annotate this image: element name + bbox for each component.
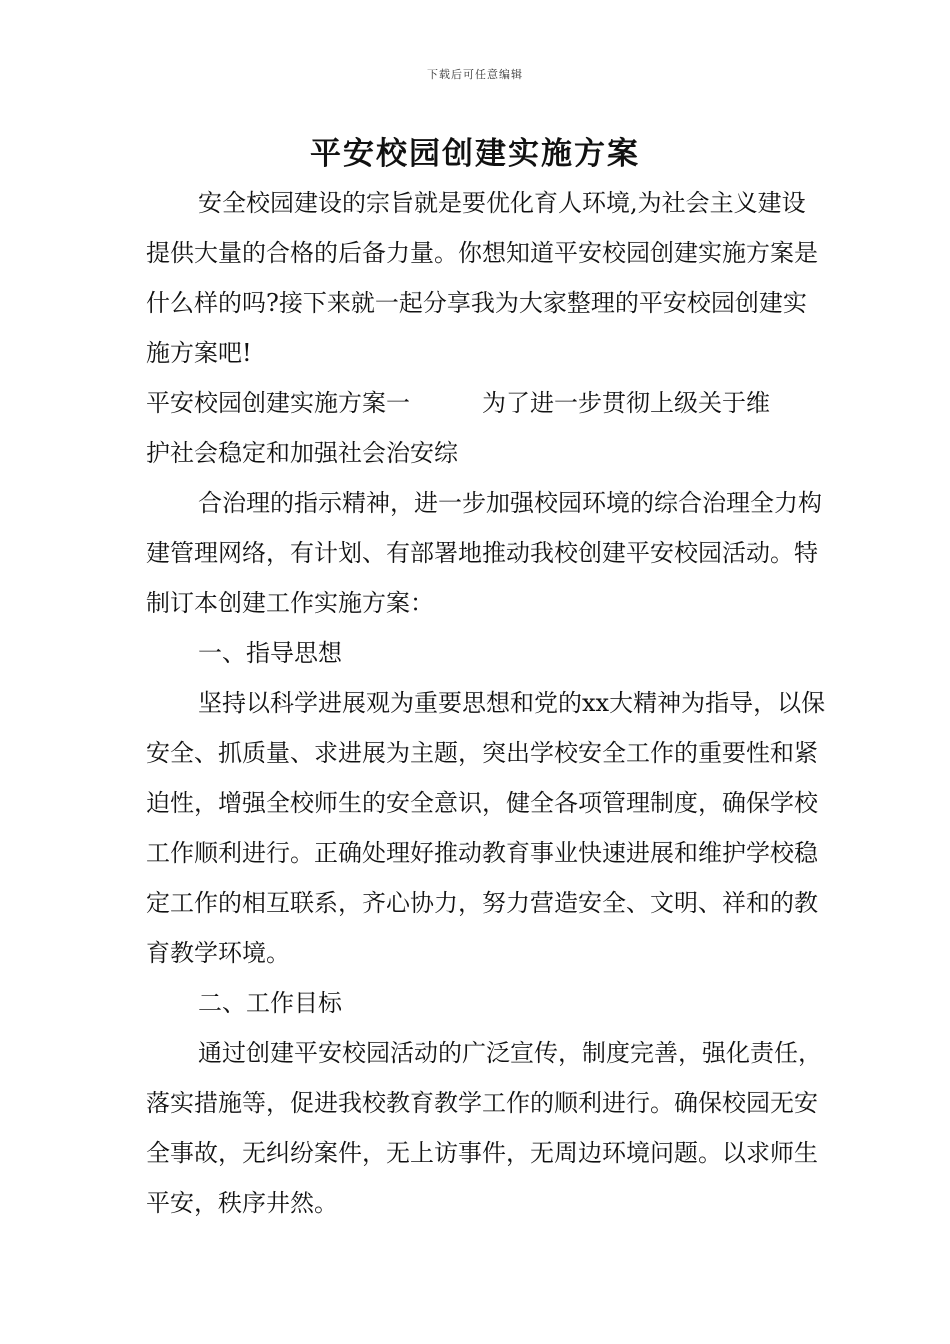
intro-paragraph: 安全校园建设的宗旨就是要优化育人环境,为社会主义建设提供大量的合格的后备力量。你想知道平安校园创建实施方案是什么样的吗?接下来就一起分享我为大家整理的平安校园创建实施方案吧! xyxy=(146,189,818,367)
document-title: 平安校园创建实施方案 xyxy=(310,136,640,172)
section-heading-tail: 为了进一步贯彻上级关于维 xyxy=(482,389,770,417)
section-heading-line xyxy=(146,378,826,428)
section-heading: 平安校园创建实施方案一 xyxy=(146,389,410,417)
section-heading-continuation: 护社会稳定和加强社会治安综 xyxy=(146,439,458,467)
heading-work-goals: 二、工作目标 xyxy=(198,989,342,1017)
document-body xyxy=(146,178,826,1228)
header-note: 下载后可任意编辑 xyxy=(427,68,523,81)
guiding-paragraph: 坚持以科学进展观为重要思想和党的xx大精神为指导，以保安全、抓质量、求进展为主题，突出学校安全工作的重要性和紧迫性，增强全校师生的安全意识，健全各项管理制度，确保学校工作顺利进行。正确处理好推动教育事业快速进展和维护学校稳定工作的相互联系，齐心协力，努力营造安全、文明、祥和的教育教学环境。 xyxy=(146,689,826,967)
goals-paragraph: 通过创建平安校园活动的广泛宣传，制度完善，强化责任，落实措施等，促进我校教育教学工作的顺利进行。确保校园无安全事故，无纠纷案件，无上访事件，无周边环境问题。以求师生平安，秩序井然。 xyxy=(146,1039,822,1217)
heading-guiding-thought: 一、指导思想 xyxy=(198,639,342,667)
comprehensive-paragraph: 合治理的指示精神，进一步加强校园环境的综合治理全力构建管理网络，有计划、有部署地推动我校创建平安校园活动。特制订本创建工作实施方案： xyxy=(146,489,822,617)
